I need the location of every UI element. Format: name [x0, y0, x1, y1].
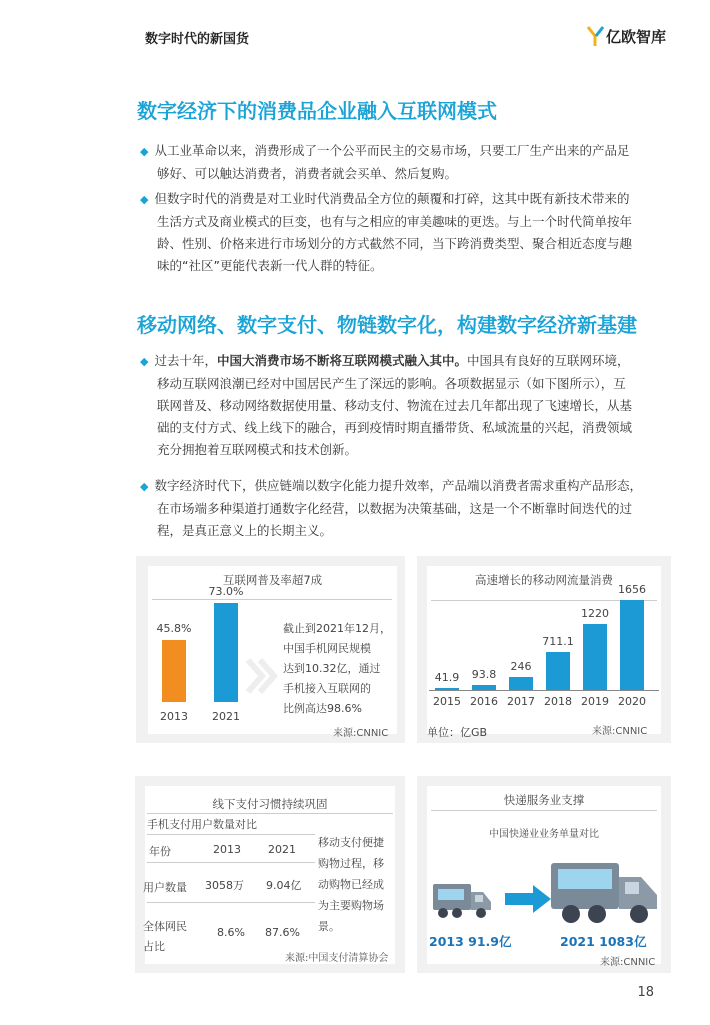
- traffic-chart: [417, 556, 671, 743]
- panel1-source: 来源:CNNIC: [333, 728, 389, 739]
- section1-heading: 数字经济下的消费品企业融入互联网模式: [137, 99, 497, 123]
- express-2021-label: 2021 1083亿: [560, 934, 647, 949]
- table-row-users-2021: 9.04亿: [266, 879, 302, 892]
- table-header-2013: 2013: [213, 843, 241, 856]
- table-row-users-label: 用户数量: [143, 881, 187, 894]
- table-header-year: 年份: [149, 845, 171, 858]
- diamond-bullet-icon: ◆: [140, 193, 149, 206]
- traffic-value-label: 41.9: [434, 670, 460, 684]
- table-row-share-2013: 8.6%: [217, 926, 245, 939]
- traffic-bar-2020: [620, 600, 644, 690]
- divider: [431, 810, 657, 811]
- traffic-bar-2016: [472, 685, 496, 690]
- panel4-title: 快递服务业支撑: [503, 793, 585, 807]
- traffic-bar-2017: [509, 677, 533, 690]
- traffic-year-label: 2016: [470, 695, 498, 708]
- panel1-note: 截止到2021年12月， 中国手机网民规模 达到10.32亿，通过 手机接入互联网的 比例高达98.6%: [283, 622, 391, 715]
- panel2-unit: 单位：亿GB: [427, 726, 488, 739]
- page-number: 18: [637, 985, 654, 1000]
- traffic-value-label: 711.1: [542, 634, 574, 648]
- table-row-users-2013: 3058万: [205, 879, 244, 892]
- internet-penetration-panel: [136, 556, 405, 743]
- penetration-year-label: 2013: [160, 710, 188, 723]
- traffic-x-axis: [429, 690, 659, 691]
- express-delivery-panel: [417, 776, 671, 973]
- traffic-value-label: 1656: [618, 583, 646, 597]
- traffic-value-label: 93.8: [471, 667, 497, 681]
- penetration-year-label: 2021: [212, 710, 240, 723]
- divider: [147, 902, 315, 903]
- panel2-title: 高速增长的移动网流量消费: [475, 573, 613, 587]
- panel2-source: 来源:CNNIC: [592, 726, 648, 737]
- panel1-title: 互联网普及率超7成: [222, 573, 323, 587]
- table-row-share-2021: 87.6%: [265, 926, 300, 939]
- mobile-payment-panel: [135, 776, 405, 973]
- traffic-bar-2018: [546, 652, 570, 690]
- logo-text: 亿欧智库: [606, 28, 667, 46]
- table-header-2021: 2021: [268, 843, 296, 856]
- traffic-year-label: 2018: [544, 695, 572, 708]
- diamond-bullet-icon: ◆: [140, 480, 149, 493]
- panel3-subtitle: 手机支付用户数量对比: [147, 818, 257, 831]
- panel3-source: 来源:中国支付清算协会: [285, 953, 389, 964]
- traffic-bar-2015: [435, 688, 459, 690]
- penetration-value-label: 73.0%: [208, 585, 244, 599]
- traffic-year-label: 2015: [433, 695, 461, 708]
- traffic-value-label: 1220: [581, 606, 609, 620]
- section1-bullet-2: ◆ 但数字时代的消费是对工业时代消费品全方位的颠覆和打碎，这其中既有新技术带来的 生活方式及商业模式的巨变，也有与之相应的审美趣味的更迭。与上一个时代简单按年 龄、性别、价格来进行市场划分的方式截然不同，当下跨消费类型、聚合相近态度与趣 味的“社区”更能代表新一代人群的特征。: [140, 191, 633, 273]
- panel3-title: 线下支付习惯持续巩固: [212, 797, 328, 811]
- section2-bullet-1: ◆ 过去十年，中国大消费市场不断将互联网模式融入其中。中国具有良好的互联网环境， 移动互联网浪潮已经对中国居民产生了深远的影响。各项数据显示（如下图所示），互 联网普及、移动网络数据使用量、移动支付、物流在过去几年都出现了飞速增长，从基 础的支付方式、线上线下的融合，再到疫情时期直播带货、私域流量的兴起，消费领域 充分拥抱着互联网模式和技术创新。: [140, 353, 633, 457]
- panel4-source: 来源:CNNIC: [600, 957, 656, 968]
- divider: [147, 862, 315, 863]
- yiou-logo-icon: [586, 24, 606, 48]
- divider: [147, 834, 315, 835]
- traffic-value-label: 246: [510, 659, 532, 673]
- mobile-traffic-panel: [417, 556, 671, 743]
- section2-bullet-2: ◆ 数字经济时代下，供应链端以数字化能力提升效率，产品端以消费者需求重构产品形态， 在市场端多种渠道打通数字化经营，以数据为决策基础，这是一个不断靠时间迭代的过 程，是真正意义上的长期主义。: [140, 478, 642, 538]
- traffic-year-label: 2019: [581, 695, 609, 708]
- section1-bullet-1: ◆ 从工业革命以来，消费形成了一个公平而民主的交易市场，只要工厂生产出来的产品足 够好、可以触达消费者，消费者就会买单、然后复购。: [140, 143, 630, 181]
- express-2013-label: 2013 91.9亿: [429, 934, 512, 949]
- section2-heading: 移动网络、数字支付、物链数字化，构建数字经济新基建: [137, 313, 637, 337]
- penetration-bar-2013: [162, 640, 186, 702]
- header-title: 数字时代的新国货: [145, 32, 250, 47]
- panel4-subtitle: 中国快递业业务单量对比: [489, 829, 599, 840]
- traffic-bar-2019: [583, 624, 607, 690]
- chevron-right-icon: [244, 656, 278, 696]
- penetration-bar-2021: [214, 603, 238, 702]
- large-truck-icon: [549, 859, 661, 927]
- divider: [147, 813, 393, 814]
- diamond-bullet-icon: ◆: [140, 355, 149, 368]
- traffic-year-label: 2020: [618, 695, 646, 708]
- traffic-year-label: 2017: [507, 695, 535, 708]
- arrow-right-icon: [505, 884, 553, 914]
- panel3-note: 移动支付便捷 购物过程，移 动购物已经成 为主要购物场 景。: [318, 836, 384, 933]
- diamond-bullet-icon: ◆: [140, 145, 149, 158]
- penetration-value-label: 45.8%: [156, 622, 192, 636]
- small-truck-icon: [431, 880, 493, 922]
- table-row-share-label: 全体网民 占比: [143, 920, 187, 953]
